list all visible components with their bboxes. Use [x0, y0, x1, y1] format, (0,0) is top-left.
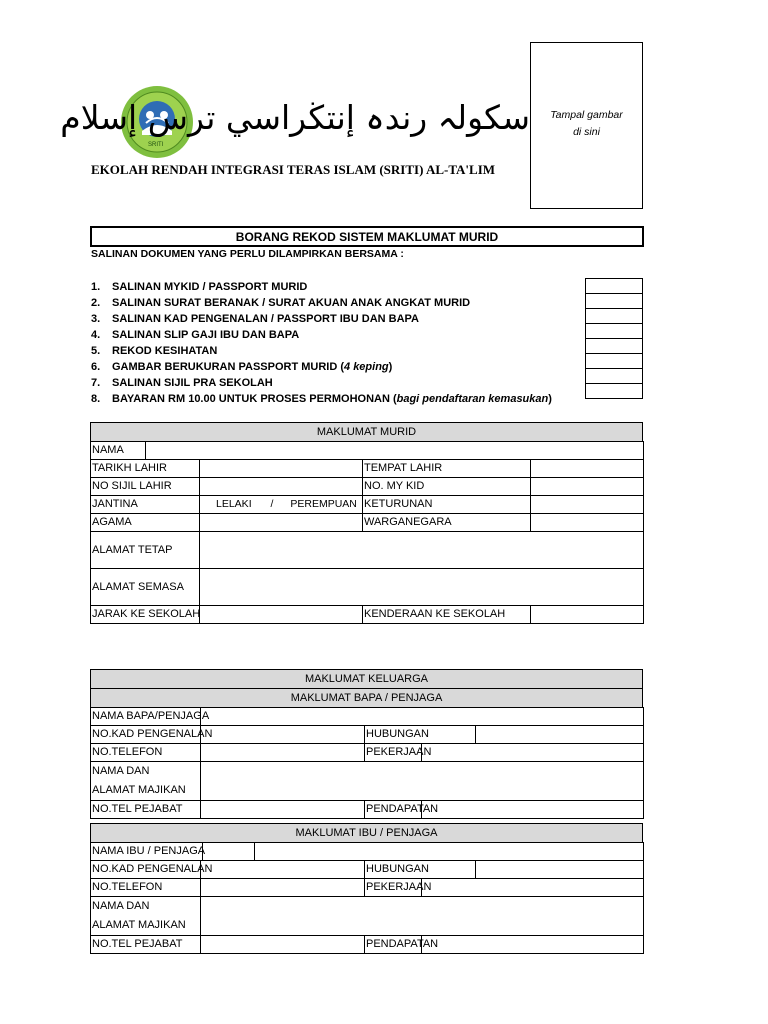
father-tel-pejabat-field[interactable] [201, 801, 365, 819]
mother-table [90, 842, 644, 954]
father-telefon-label: NO.TELEFON [91, 744, 201, 762]
alamat-semasa-field[interactable] [200, 569, 644, 606]
father-pekerjaan-field[interactable] [422, 744, 644, 762]
no-sijil-lahir-field[interactable] [200, 478, 363, 496]
jantina-label: JANTINA [91, 496, 200, 514]
father-nama-field[interactable] [201, 708, 644, 726]
student-table [90, 441, 644, 624]
tempat-lahir-field[interactable] [531, 460, 644, 478]
table-row [91, 762, 644, 801]
photo-box-line1: Tampal gambar [550, 109, 623, 121]
list-item: 1. SALINAN MYKID / PASSPORT MURID [91, 281, 308, 293]
tarikh-lahir-field[interactable] [200, 460, 363, 478]
table-row [91, 861, 644, 879]
mother-ic-field[interactable] [201, 861, 365, 879]
father-telefon-field[interactable] [201, 744, 365, 762]
mother-tel-pejabat-label: NO.TEL PEJABAT [91, 936, 201, 954]
father-ic-label: NO.KAD PENGENALAN [91, 726, 201, 744]
jarak-field[interactable] [200, 606, 363, 624]
mother-section-title: MAKLUMAT IBU / PENJAGA [90, 823, 643, 843]
mother-hubungan-field[interactable] [476, 861, 644, 879]
father-majikan-line2: ALAMAT MAJIKAN [92, 784, 186, 796]
mother-pekerjaan-field[interactable] [422, 879, 644, 897]
father-majikan-field[interactable] [201, 762, 644, 801]
document-checkbox[interactable] [586, 294, 643, 309]
mother-pekerjaan-label: PEKERJAAN [365, 879, 422, 897]
table-row [91, 843, 644, 861]
perempuan-option[interactable]: PEREMPUAN [290, 498, 357, 510]
mother-majikan-field[interactable] [201, 897, 644, 936]
tempat-lahir-label: TEMPAT LAHIR [363, 460, 531, 478]
mother-pendapatan-field[interactable] [422, 936, 644, 954]
table-row [91, 460, 644, 478]
keturunan-label: KETURUNAN [363, 496, 531, 514]
table-row [91, 496, 644, 514]
mother-majikan-line2: ALAMAT MAJIKAN [92, 919, 186, 931]
warganegara-label: WARGANEGARA [363, 514, 531, 532]
student-section-title: MAKLUMAT MURID [90, 422, 643, 442]
gender-separator: / [270, 498, 274, 510]
no-sijil-lahir-label: NO SIJIL LAHIR [91, 478, 200, 496]
lelaki-option[interactable]: LELAKI [216, 498, 252, 510]
father-ic-field[interactable] [201, 726, 365, 744]
alamat-semasa-label: ALAMAT SEMASA [91, 569, 200, 606]
list-item: 2. SALINAN SURAT BERANAK / SURAT AKUAN ANAK ANGKAT MURID [91, 297, 471, 309]
agama-field[interactable] [200, 514, 363, 532]
list-item: 4. SALINAN SLIP GAJI IBU DAN BAPA [91, 329, 300, 341]
documents-checkboxes [585, 278, 643, 399]
table-row [91, 726, 644, 744]
document-checkbox[interactable] [586, 369, 643, 384]
table-row [91, 532, 644, 569]
documents-heading: SALINAN DOKUMEN YANG PERLU DILAMPIRKAN BERSAMA : [91, 248, 404, 260]
document-checkbox[interactable] [586, 309, 643, 324]
form-title: BORANG REKOD SISTEM MAKLUMAT MURID [235, 230, 499, 244]
mother-nama-short-field[interactable] [202, 843, 254, 860]
table-row [91, 936, 644, 954]
list-item: 6. GAMBAR BERUKURAN PASSPORT MURID (4 keping) [91, 361, 393, 373]
list-item: 8. BAYARAN RM 10.00 UNTUK PROSES PERMOHONAN (bagi pendaftaran kemasukan) [91, 393, 552, 405]
mother-nama-label-text: NAMA IBU / PENJAGA [92, 845, 206, 857]
kenderaan-label: KENDERAAN KE SEKOLAH [363, 606, 531, 624]
father-table [90, 707, 644, 819]
document-checkbox[interactable] [586, 384, 643, 399]
document-checkbox[interactable] [586, 339, 643, 354]
nama-field[interactable] [146, 442, 644, 460]
nama-label: NAMA [91, 442, 146, 460]
agama-label: AGAMA [91, 514, 200, 532]
list-item: 5. REKOD KESIHATAN [91, 345, 218, 357]
table-row [91, 897, 644, 936]
jantina-field[interactable] [200, 496, 363, 514]
father-majikan-line1: NAMA DAN [92, 765, 150, 777]
table-row [91, 514, 644, 532]
mother-ic-label: NO.KAD PENGENALAN [91, 861, 201, 879]
father-nama-label: NAMA BAPA/PENJAGA [91, 708, 201, 726]
kenderaan-field[interactable] [531, 606, 644, 624]
no-mykid-label: NO. MY KID [363, 478, 531, 496]
father-hubungan-field[interactable] [476, 726, 644, 744]
mother-pendapatan-label: PENDAPATAN [365, 936, 422, 954]
document-checkbox[interactable] [586, 354, 643, 369]
father-majikan-label [91, 762, 201, 801]
table-row [91, 442, 644, 460]
table-row [91, 478, 644, 496]
table-row [91, 569, 644, 606]
mother-nama-label [91, 843, 255, 861]
school-name: EKOLAH RENDAH INTEGRASI TERAS ISLAM (SRITI) AL-TA'LIM [91, 162, 496, 177]
list-item: 7. SALINAN SIJIL PRA SEKOLAH [91, 377, 273, 389]
form-title-box [90, 226, 644, 247]
logo-text: SRITI [148, 142, 164, 148]
no-mykid-field[interactable] [531, 478, 644, 496]
arabic-school-name: سكولہ رندہ إنتڬراسي ترس إسلام [60, 98, 530, 137]
family-section-title: MAKLUMAT KELUARGA [90, 669, 643, 689]
father-pekerjaan-label: PEKERJAAN [365, 744, 422, 762]
father-section-title: MAKLUMAT BAPA / PENJAGA [90, 688, 643, 708]
photo-box-line2: di sini [573, 126, 600, 138]
father-hubungan-label: HUBUNGAN [365, 726, 476, 744]
father-pendapatan-field[interactable] [422, 801, 644, 819]
list-item: 3. SALINAN KAD PENGENALAN / PASSPORT IBU DAN BAPA [91, 313, 419, 325]
mother-telefon-label: NO.TELEFON [91, 879, 201, 897]
table-row [91, 708, 644, 726]
document-checkbox[interactable] [586, 324, 643, 339]
photo-box-text [531, 107, 642, 141]
mother-nama-field[interactable] [255, 843, 644, 861]
table-row [91, 744, 644, 762]
document-checkbox[interactable] [586, 279, 643, 294]
photo-box [530, 42, 643, 209]
table-row [91, 606, 644, 624]
documents-list [91, 279, 552, 407]
alamat-tetap-field[interactable] [200, 532, 644, 569]
father-pendapatan-label: PENDAPATAN [365, 801, 422, 819]
alamat-tetap-label: ALAMAT TETAP [91, 532, 200, 569]
jarak-label: JARAK KE SEKOLAH [91, 606, 200, 624]
tarikh-lahir-label: TARIKH LAHIR [91, 460, 200, 478]
mother-telefon-field[interactable] [201, 879, 365, 897]
mother-majikan-label [91, 897, 201, 936]
warganegara-field[interactable] [531, 514, 644, 532]
keturunan-field[interactable] [531, 496, 644, 514]
mother-tel-pejabat-field[interactable] [201, 936, 365, 954]
father-tel-pejabat-label: NO.TEL PEJABAT [91, 801, 201, 819]
mother-majikan-line1: NAMA DAN [92, 900, 150, 912]
mother-hubungan-label: HUBUNGAN [365, 861, 476, 879]
table-row [91, 879, 644, 897]
table-row [91, 801, 644, 819]
